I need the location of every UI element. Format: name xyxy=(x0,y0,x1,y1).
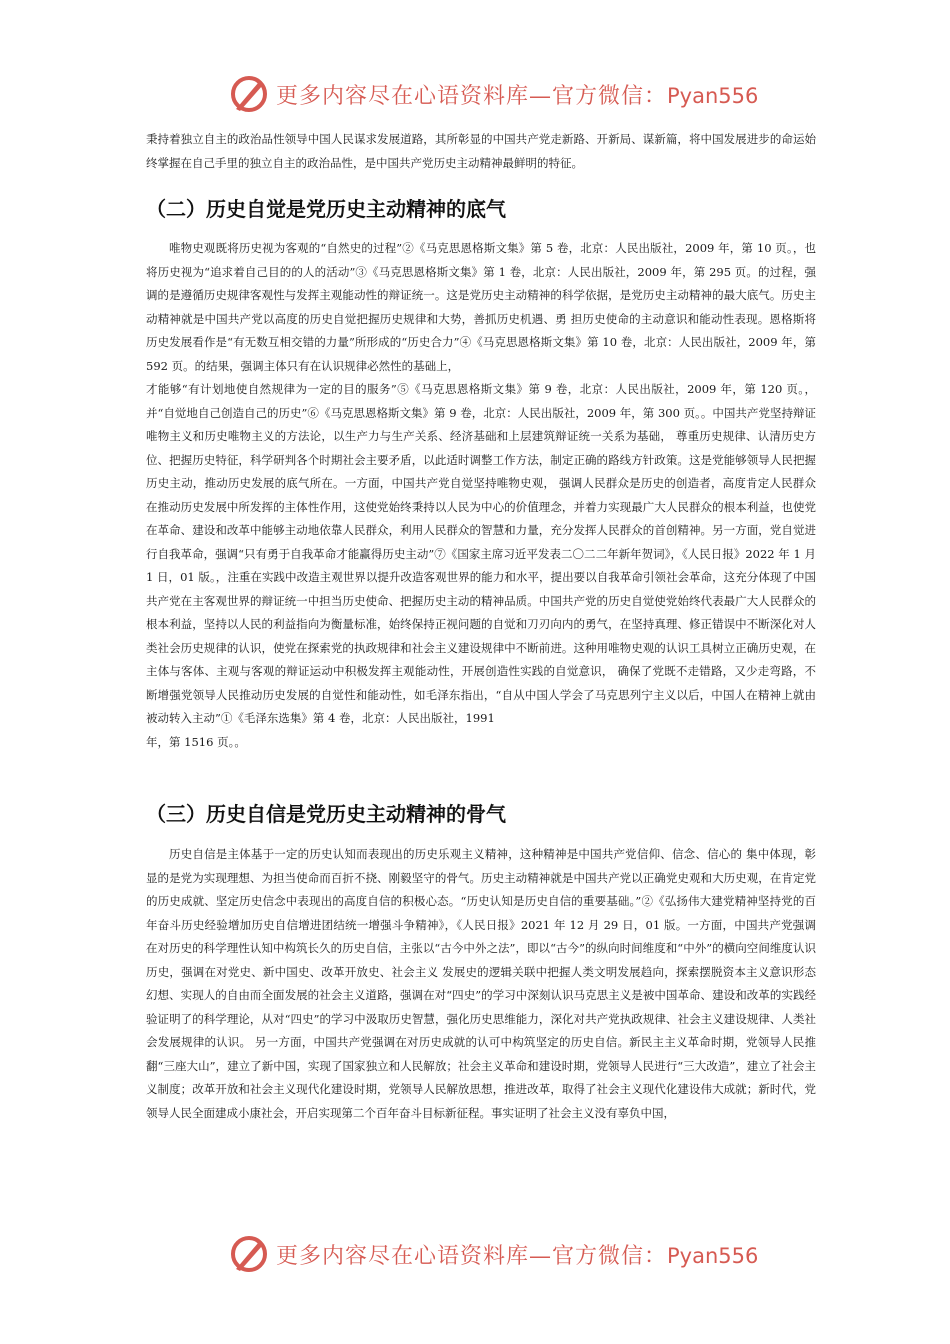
heading-section-two: （二）历史自觉是党历史主动精神的底气 xyxy=(146,197,506,221)
paragraph-section-two-b: 才能够“有计划地使自然规律为一定的目的服务”⑤《马克思恩格斯文集》第 9 卷，北京：人民出版社，2009 年，第 120 页。，并“自觉地自己创造自己的历史”⑥《马克思恩格斯文集》第 9 卷，北京：人民出版社，2009 年，第 300 页。。中国共产党坚持辩证唯物主义和历史唯物主义的方法论，以生产力与生产关系、经济基础和上层建筑辩证统一关系为基础， 尊重历史规律、认清历史方位、把握历史特征，科学研判各个时期社会主要矛盾，以此适时调整工作方法，制定正确的路线方针政策。这是党能够领导人民把握历史主动，推动历史发展的底气所在。一方面，中国共产党自觉坚持唯物史观， 强调人民群众是历史的创造者，高度肯定人民群众在推动历史发展中所发挥的主体性作用，这使党始终秉持以人民为中心的价值理念，并着力实现最广大人民群众的根本利益，也使党在革命、建设和改革中能够主动地依靠人民群众，利用人民群众的智慧和力量，充分发挥人民群众的首创精神。另一方面，党自觉进行自我革命，强调“只有勇于自我革命才能赢得历史主动”⑦《国家主席习近平发表二〇二二年新年贺词》，《人民日报》2022 年 1 月 1 日，01 版。，注重在实践中改造主观世界以提升改造客观世界的能力和水平，提出要以自我革命引领社会革命，这充分体现了中国共产党在主客观世界的辩证统一中担当历史使命、把握历史主动的精神品质。中国共产党的历史自觉使党始终代表最广大人民群众的根本利益，坚持以人民的利益指向为衡量标准，始终保持正视问题的自觉和刀刃向内的勇气，在坚持真理、修正错误中不断深化对人类社会历史规律的认识，使党在探索党的执政规律和社会主义建设规律中不断前进。这种用唯物史观的认识工具树立正确历史观，在主体与客体、主观与客观的辩证运动中积极发挥主观能动性，开展创造性实践的自觉意识， 确保了党既不走错路，又少走弯路，不断增强党领导人民推动历史发展的自觉性和能动性，如毛泽东指出，“自从中国人学会了马克思列宁主义以后，中国人在精神上就由被动转入主动”①《毛泽东选集》第 4 卷，北京：人民出版社，1991 xyxy=(146,382,816,725)
paragraph-section-three: 历史自信是主体基于一定的历史认知而表现出的历史乐观主义精神，这种精神是中国共产党信仰、信念、信心的 集中体现，彰显的是党为实现理想、为担当使命而百折不挠、刚毅坚守的骨气。历史主动精神就是中国共产党以正确党史观和大历史观，在肯定党的历史成就、坚定历史信念中表现出的高度自信的积极心态。“历史认知是历史自信的重要基础。”②《弘扬伟大建党精神坚持党的百年奋斗历史经验增加历史自信增进团结统一增强斗争精神》，《人民日报》2021 年 12 月 29 日，01 版。一方面，中国共产党强调在对历史的科学理性认知中构筑长久的历史自信，主张以“古今中外之法”，即以“古今”的纵向时间维度和“中外”的横向空间维度认识历史，强调在对党史、新中国史、改革开放史、社会主义 发展史的逻辑关联中把握人类文明发展趋向，探索摆脱资本主义意识形态幻想、实现人的自由而全面发展的社会主义道路，强调在对“四史”的学习中深刻认识马克思主义是被中国革命、建设和改革的实践经验证明了的科学理论，从对“四史”的学习中汲取历史智慧，强化历史思维能力，深化对共产党执政规律、社会主义建设规律、人类社会发展规律的认识。 另一方面，中国共产党强调在对历史成就的认可中构筑坚定的历史自信。新民主主义革命时期，党领导人民推翻“三座大山”，建立了新中国，实现了国家独立和人民解放；社会主义革命和建设时期，党领导人民进行“三大改造”，建立了社会主义制度；改革开放和社会主义现代化建设时期，党领导人民解放思想，推进改革，取得了社会主义现代化建设伟大成就；新时代，党领导人民全面建成小康社会，开启实现第二个百年奋斗目标新征程。事实证明了社会主义没有辜负中国， xyxy=(146,847,816,1120)
header-banner xyxy=(0,68,950,118)
paragraph-section-two-c: 年，第 1516 页。。 xyxy=(146,734,246,749)
document-body xyxy=(146,128,816,175)
banner-title: 更多内容尽在心语资料库—官方微信：Pyan556 xyxy=(276,83,759,109)
wechat-id: Pyan556 xyxy=(667,1243,759,1268)
footer-banner xyxy=(0,1228,950,1278)
section-two-body xyxy=(146,237,816,754)
paragraph-intro: 秉持着独立自主的政治品性领导中国人民谋求发展道路，其所彰显的中国共产党走新路、开新局、谋新篇，将中国发展进步的命运始终掌握在自己手里的独立自主的政治品性，是中国共产党历史主动精神最鲜明的特征。 xyxy=(146,132,816,170)
paragraph-section-two-a: 唯物史观既将历史视为客观的“自然史的过程”②《马克思恩格斯文集》第 5 卷，北京：人民出版社，2009 年，第 10 页。，也将历史视为“追求着自己目的的人的活动”③《马克思恩格斯文集》第 1 卷，北京：人民出版社，2009 年，第 295 页。的过程，强调的是遵循历史规律客观性与发挥主观能动性的辩证统一。这是党历史主动精神的科学依据，是党历史主动精神的最大底气。历史主动精神就是中国共产党以高度的历史自觉把握历史规律和大势，善抓历史机遇、勇 担历史使命的主动意识和能动性表现。恩格斯将历史发展看作是“有无数互相交错的力量”所形成的“历史合力”④《马克思恩格斯文集》第 10 卷，北京：人民出版社，2009 年，第 592 页。的结果，强调主体只有在认识规律必然性的基础上， xyxy=(146,241,816,373)
heading-section-three: （三）历史自信是党历史主动精神的骨气 xyxy=(146,802,506,826)
banner-title: 更多内容尽在心语资料库—官方微信：Pyan556 xyxy=(276,1243,759,1269)
section-three-body xyxy=(146,843,816,1125)
pen-logo-icon xyxy=(228,73,270,115)
section-two xyxy=(146,193,816,222)
pen-logo-icon xyxy=(228,1233,270,1275)
wechat-id: Pyan556 xyxy=(667,83,759,108)
section-three xyxy=(146,798,816,827)
